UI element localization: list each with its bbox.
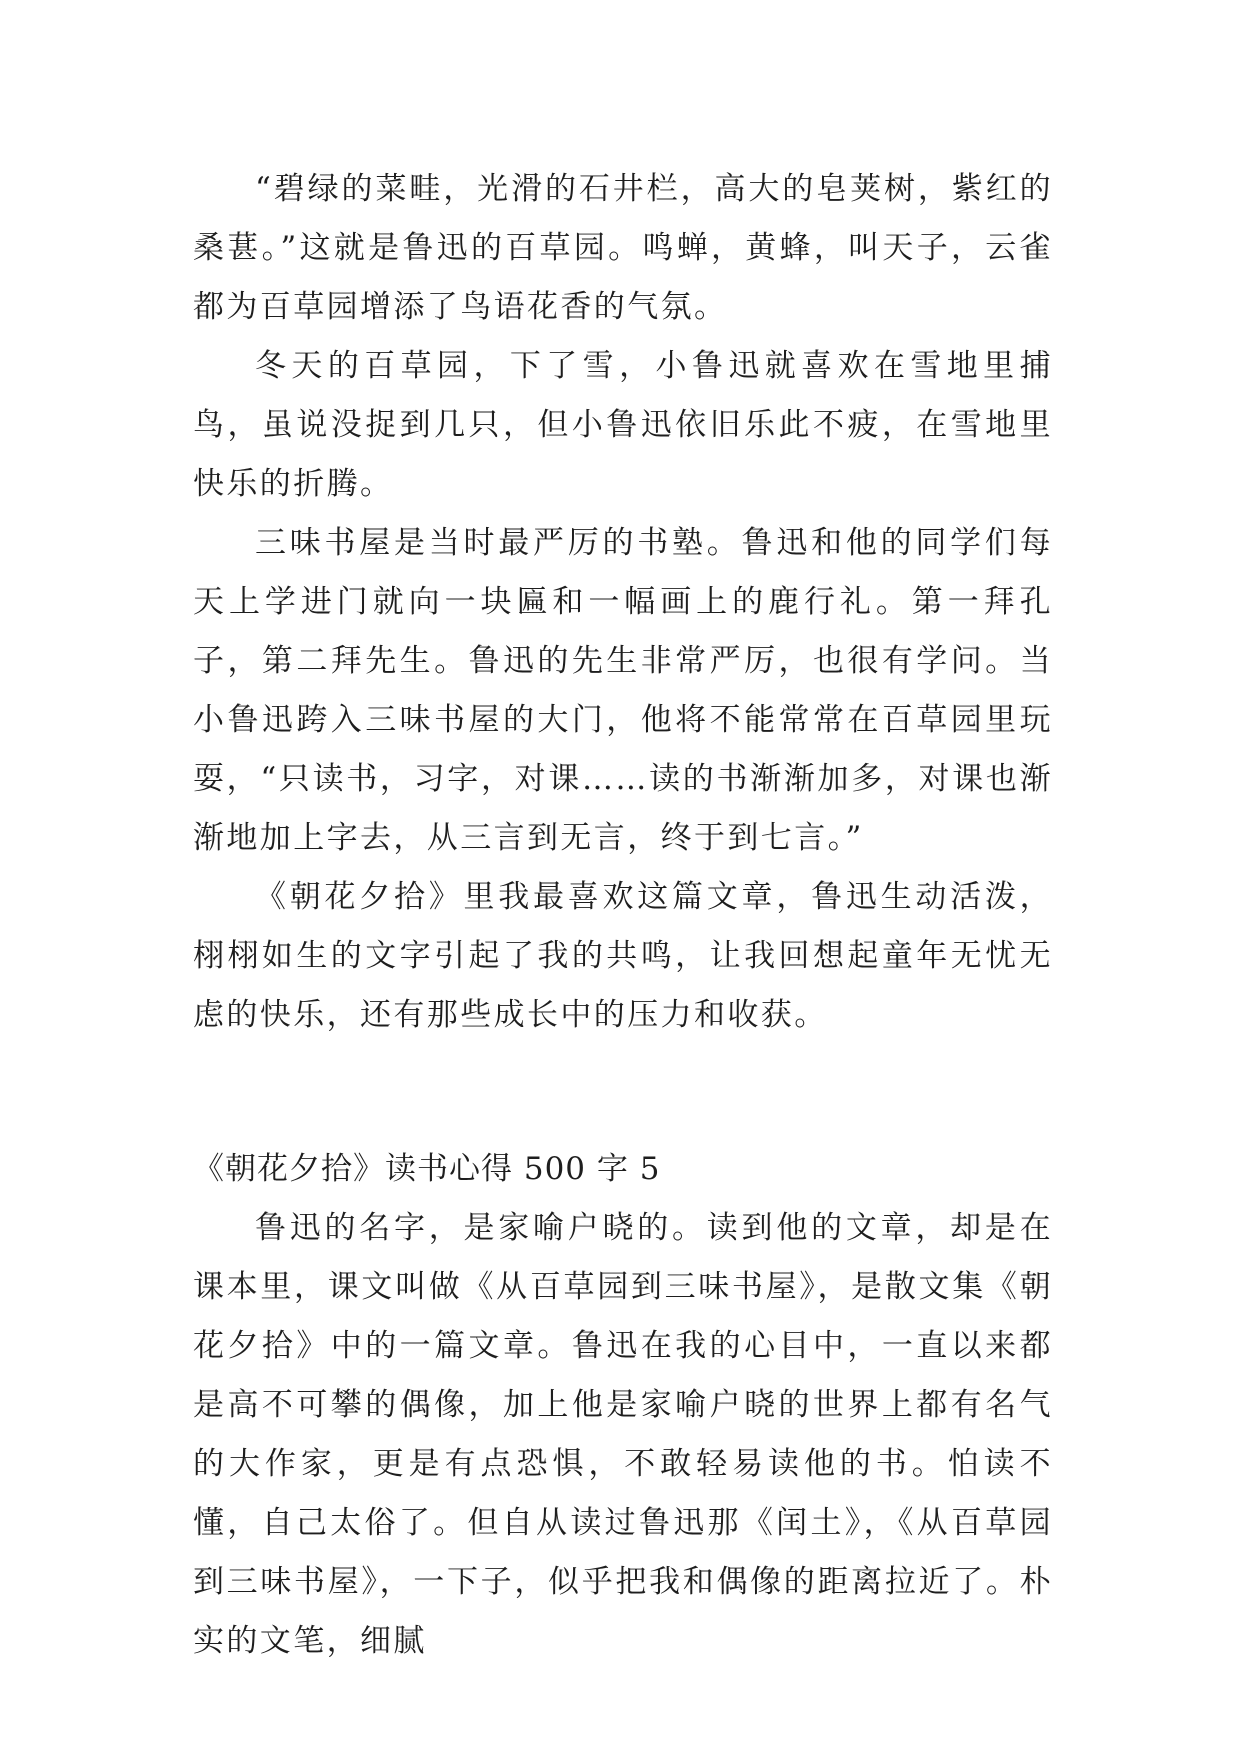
paragraph-baicaoyuan: “碧绿的菜畦，光滑的石井栏，高大的皂荚树，紫红的桑葚。”这就是鲁迅的百草园。鸣蝉，黄蜂，叫天子，云雀都为百草园增添了鸟语花香的气氛。 — [193, 171, 1053, 325]
paragraph-luxun-name: 鲁迅的名字，是家喻户晓的。读到他的文章，却是在课本里，课文叫做《从百草园到三味书屋》，是散文集《朝花夕拾》中的一篇文章。鲁迅在我的心目中，一直以来都是高不可攀的偶像，加上他是家喻户晓的世界上都有名气的大作家，更是有点恐惧，不敢轻易读他的书。怕读不懂，自己太俗了。但自从读过鲁迅那《闰土》，《从百草园到三味书屋》，一下子，似乎把我和偶像的距离拉近了。朴实的文笔，细腻 — [193, 1210, 1053, 1659]
paragraph-conclusion: 《朝花夕拾》里我最喜欢这篇文章，鲁迅生动活泼，栩栩如生的文字引起了我的共鸣，让我回想起童年无忧无虑的快乐，还有那些成长中的压力和收获。 — [193, 879, 1053, 1033]
paragraph-winter: 冬天的百草园，下了雪，小鲁迅就喜欢在雪地里捕鸟，虽说没捉到几只，但小鲁迅依旧乐此不疲，在雪地里快乐的折腾。 — [193, 348, 1053, 502]
section-heading: 《朝花夕拾》读书心得 500 字 5 — [193, 1151, 661, 1187]
paragraph-sanwei-shuwu: 三味书屋是当时最严厉的书塾。鲁迅和他的同学们每天上学进门就向一块匾和一幅画上的鹿行礼。第一拜孔子，第二拜先生。鲁迅的先生非常严厉，也很有学问。当小鲁迅跨入三味书屋的大门，他将不能常常在百草园里玩耍，“只读书，习字，对课……读的书渐渐加多，对课也渐渐地加上字去，从三言到无言，终于到七言。” — [193, 525, 1053, 856]
document-body — [193, 160, 1053, 1671]
